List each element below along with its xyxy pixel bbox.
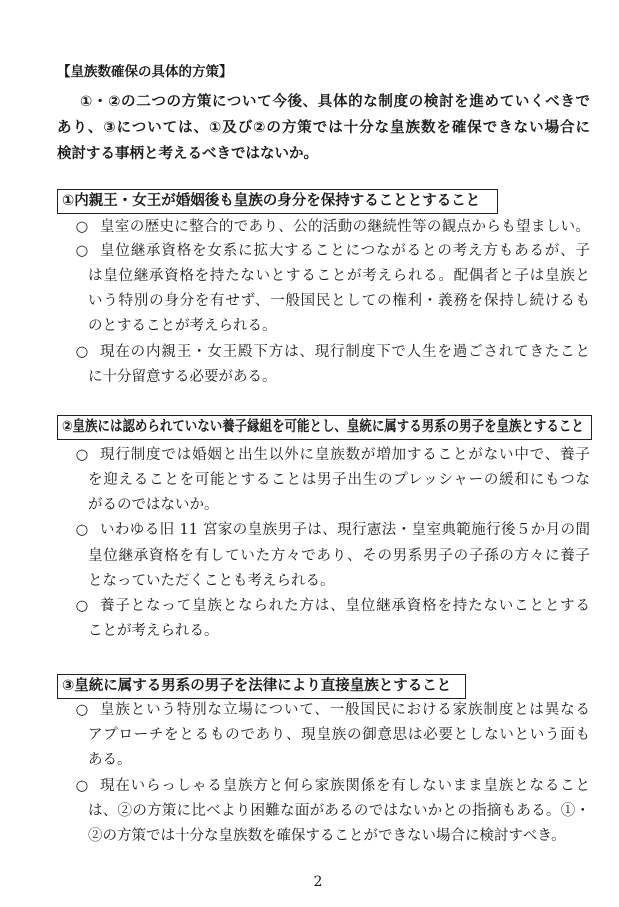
bullet-line: 皇位継承資格を有していた方々であり、その男系男子の子孫の方々に養子 xyxy=(88,548,590,564)
bullet-line: を迎えることを可能とすることは男子出生のプレッシャーの緩和にもつな xyxy=(88,472,590,488)
section-heading-box xyxy=(57,415,592,440)
bullet-marker: ○ xyxy=(75,344,89,360)
bullet-line: いう特別の身分を有せず、一般国民としての権利・義務を保持し続けるも xyxy=(88,293,590,309)
bullet-line: となっていただくことも考えられる。 xyxy=(88,573,335,589)
bullet-marker: ○ xyxy=(75,447,89,463)
bullet-marker: ○ xyxy=(75,598,89,614)
bullet-marker: ○ xyxy=(75,522,89,538)
bullet-line: いわゆる旧 11 宮家の皇族男子は、現行憲法・皇室典範施行後５か月の間 xyxy=(100,522,590,538)
bullet-line: 皇族という特別な立場について、一般国民における家族制度とは異なる xyxy=(100,702,590,718)
section-heading-box xyxy=(57,189,498,214)
intro-line: あり、③については、①及び②の方策では十分な皇族数を確保できない場合に xyxy=(57,120,590,136)
intro-line: ①・②の二つの方策について今後、具体的な制度の検討を進めていくべきで xyxy=(80,94,590,110)
bullet-line: 皇位継承資格を女系に拡大することにつながるとの考え方もあるが、子 xyxy=(100,243,590,259)
bullet-line: のとすることが考えられる。 xyxy=(88,318,277,334)
bullet-marker: ○ xyxy=(75,219,89,235)
bullet-line: ことが考えられる。 xyxy=(88,623,219,639)
section-heading xyxy=(62,416,592,439)
bullet-line: 養子となって皇族となられた方は、皇位継承資格を持たないこととする xyxy=(100,598,590,614)
bullet-line: に十分留意する必要がある。 xyxy=(88,369,277,385)
page-number: 2 xyxy=(313,874,323,890)
bullet-line: 皇室の歴史に整合的であり、公的活動の継続性等の観点からも望ましい。 xyxy=(100,219,590,235)
section-heading-box xyxy=(57,674,466,699)
bullet-line: 現行制度では婚姻と出生以外に皇族数が増加することがない中で、養子 xyxy=(100,447,590,463)
bullet-line: ②の方策では十分な皇族数を確保することができない場合に検討すべき。 xyxy=(88,828,566,844)
bullet-line: は、②の方策に比べより困難な面があるのではないかとの指摘もある。①・ xyxy=(88,803,590,819)
bullet-marker: ○ xyxy=(75,778,89,794)
document-title: 【皇族数確保の具体的方策】 xyxy=(57,64,233,80)
bullet-line: アプローチをとるものであり、現皇族の御意思は必要としないという面も xyxy=(88,727,590,743)
bullet-marker: ○ xyxy=(75,243,89,259)
bullet-line: ある。 xyxy=(88,752,132,768)
bullet-line: がるのではないか。 xyxy=(88,497,219,513)
section-heading: ③皇統に属する男系の男子を法律により直接皇族とすること xyxy=(62,678,452,694)
intro-line: 検討する事柄と考えるべきではないか。 xyxy=(57,146,318,162)
bullet-line: 現在いらっしゃる皇族方と何ら家族関係を有しないまま皇族となること xyxy=(100,778,590,794)
bullet-marker: ○ xyxy=(75,702,89,718)
section-heading: ①内親王・女王が婚姻後も皇族の身分を保持することとすること xyxy=(62,193,481,209)
section-heading-text: ②皇族には認められていない養子縁組を可能とし、皇統に属する男系の男子を皇族とすること xyxy=(62,419,584,435)
bullet-line: は皇位継承資格を持たないとすることが考えられる。配偶者と子は皇族と xyxy=(88,268,590,284)
bullet-line: 現在の内親王・女王殿下方は、現行制度下で人生を過ごされてきたこと xyxy=(100,344,590,360)
